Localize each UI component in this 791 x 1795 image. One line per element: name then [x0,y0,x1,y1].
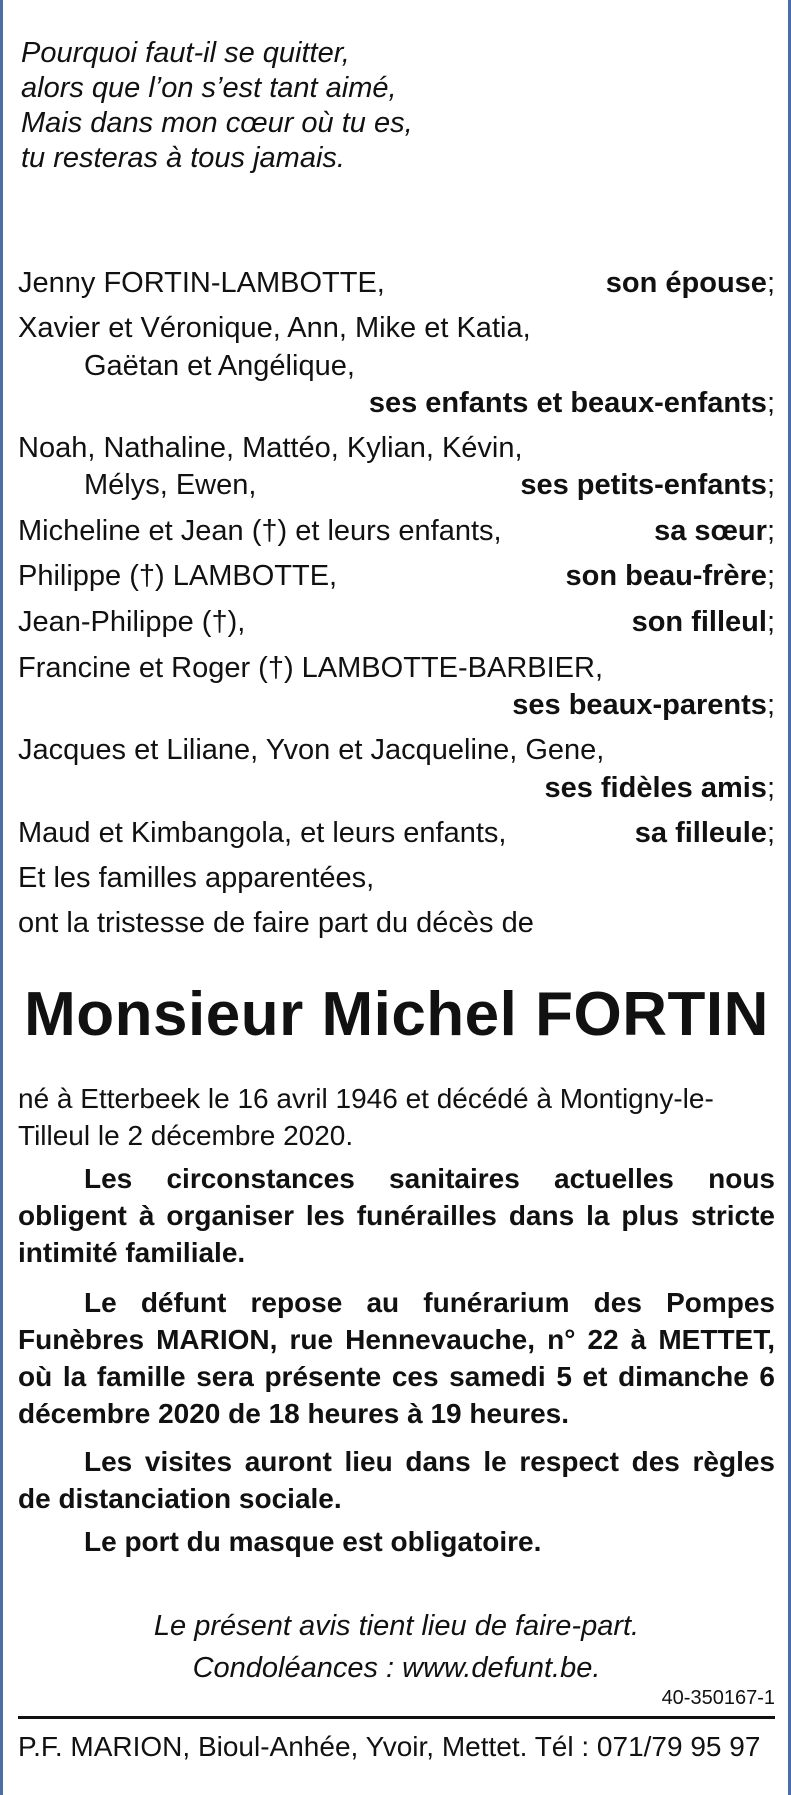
family-relation: ses petits-enfants; [520,469,775,501]
poem [21,36,413,176]
reference-number: 40-350167-1 [661,1687,775,1709]
family-line [18,348,775,384]
family-line [18,430,775,466]
family-names: Jacques et Liliane, Yvon et Jacqueline, Gene, [18,734,605,766]
family-line [18,513,775,549]
family-names: ont la tristesse de faire part du décès de [18,907,534,939]
family-names: Gaëtan et Angélique, [84,350,355,382]
family-names: Philippe (†) LAMBOTTE, [18,560,338,592]
notice-sanitary: Les circonstances sanitaires actuelles nous obligent à organiser les funérailles dans la plus stricte intimité familiale. [18,1163,775,1268]
family-line [18,815,775,851]
family-line [18,558,775,594]
family-relation: son filleul; [631,606,775,638]
family-names: Noah, Nathaline, Mattéo, Kylian, Kévin, [18,432,523,464]
family-line [18,467,775,503]
family-line [18,650,775,686]
closing-line: Le présent avis tient lieu de faire-part. [153,1610,640,1642]
family-relation: sa filleule; [634,817,775,849]
notice-funerarium: Le défunt repose au funérarium des Pompes Funèbres MARION, rue Hennevauche, n° 22 à METTET, où la famille sera présente ces samedi 5 et dimanche 6 décembre 2020 de 18 heures à 19 heures. [18,1287,775,1429]
birth-death-dates: né à Etterbeek le 16 avril 1946 et décédé à Montigny-le-Tilleul le 2 décembre 2020. [18,1083,714,1151]
family-line [18,265,775,301]
closing-text [18,1605,775,1689]
family-names: Mélys, Ewen, [84,469,257,501]
family-relation: ses fidèles amis; [544,772,775,804]
family-line [18,770,775,806]
family-line [18,860,775,896]
condolences-line: Condoléances : www.defunt.be. [192,1652,601,1684]
family-names: Micheline et Jean (†) et leurs enfants, [18,515,502,547]
family-relation: sa sœur; [654,515,775,547]
deceased-name: Monsieur Michel FORTIN [24,980,769,1049]
poem-line: Pourquoi faut-il se quitter, [21,37,350,69]
family-relation: son beau-frère; [565,560,775,592]
poem-line: tu resteras à tous jamais. [21,142,345,174]
family-relation: son épouse; [605,267,775,299]
family-relation: ses beaux-parents; [512,689,775,721]
family-names: Xavier et Véronique, Ann, Mike et Katia, [18,312,531,344]
poem-line: alors que l’on s’est tant aimé, [21,72,397,104]
family-relation: ses enfants et beaux-enfants; [368,387,775,419]
family-names: Jenny FORTIN-LAMBOTTE, [18,267,385,299]
family-line [18,604,775,640]
funeral-home-footer: P.F. MARION, Bioul-Anhée, Yvoir, Mettet. Tél : 071/79 95 97 [18,1731,761,1762]
notice-mask: Le port du masque est obligatoire. [84,1526,542,1557]
family-names: Jean-Philippe (†), [18,606,246,638]
family-line [18,385,775,421]
family-line [18,310,775,346]
divider [18,1716,775,1719]
family-names: Maud et Kimbangola, et leurs enfants, [18,817,507,849]
family-names: Et les familles apparentées, [18,862,375,894]
family-line [18,687,775,723]
notice-visits: Les visites auront lieu dans le respect des règles de distanciation sociale. [18,1446,775,1514]
family-names: Francine et Roger (†) LAMBOTTE-BARBIER, [18,652,603,684]
family-line [18,905,775,941]
family-line [18,732,775,768]
poem-line: Mais dans mon cœur où tu es, [21,107,413,139]
